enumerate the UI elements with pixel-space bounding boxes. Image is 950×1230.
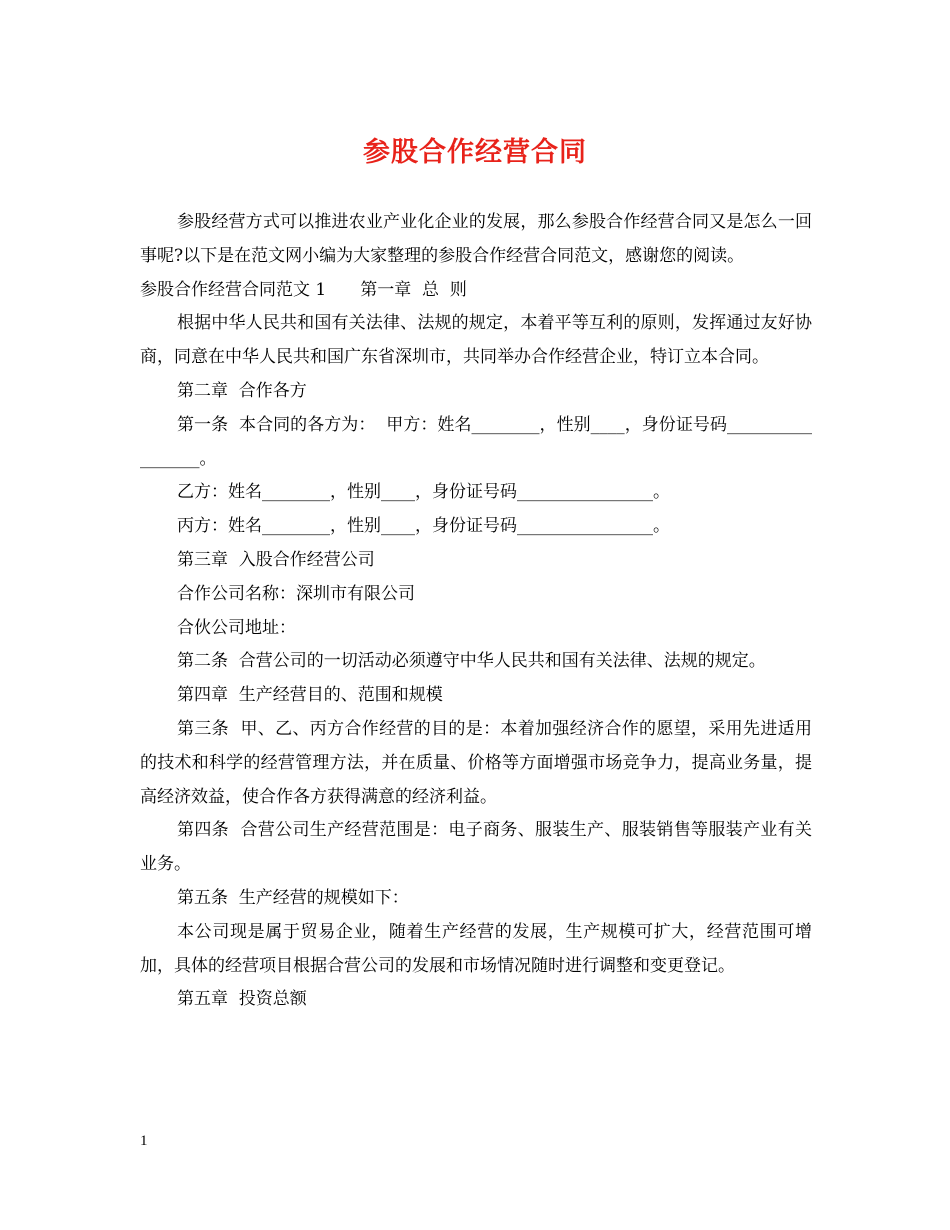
chapter-heading: 第四章 生产经营目的、范围和规模: [177, 685, 443, 706]
article-paragraph: 第五条 生产经营的规模如下：: [177, 887, 409, 908]
article-paragraph: 第一条 本合同的各方为： 甲方：姓名________，性别____，身份证号码_________________。: [140, 414, 812, 469]
article-paragraph: 第四条 合营公司生产经营范围是：电子商务、服装生产、服装销售等服装产业有关业务。: [140, 820, 812, 875]
party-b-line: 乙方：姓名________，性别____，身份证号码________________。: [177, 482, 670, 503]
company-address-line: 合伙公司地址：: [177, 617, 296, 638]
chapter-heading: 第三章 入股合作经营公司: [177, 549, 375, 570]
company-name-line: 合作公司名称：深圳市有限公司: [177, 583, 415, 604]
page-number: 1: [140, 1133, 148, 1149]
intro-paragraph: 参股经营方式可以推进农业产业化企业的发展，那么参股合作经营合同又是怎么一回事呢?以下是在范文网小编为大家整理的参股合作经营合同范文，感谢您的阅读。: [140, 212, 812, 266]
document-title: 参股合作经营合同: [363, 137, 587, 168]
chapter-heading: 第五章 投资总额: [177, 989, 307, 1010]
sample-heading: 参股合作经营合同范文 1 第一章 总 则: [140, 279, 467, 300]
document-body: [140, 206, 812, 1017]
body-paragraph: 本公司现是属于贸易企业，随着生产经营的发展，生产规模可扩大，经营范围可增加，具体的经营项目根据合营公司的发展和市场情况随时进行调整和变更登记。: [140, 921, 812, 976]
general-provisions-paragraph: 根据中华人民共和国有关法律、法规的规定，本着平等互利的原则，发挥通过友好协商，同意在中华人民共和国广东省深圳市，共同举办合作经营企业，特订立本合同。: [140, 313, 812, 368]
party-c-line: 丙方：姓名________，性别____，身份证号码________________。: [177, 516, 670, 537]
chapter-heading: 第二章 合作各方: [177, 380, 307, 401]
article-paragraph: 第二条 合营公司的一切活动必须遵守中华人民共和国有关法律、法规的规定。: [177, 651, 766, 672]
article-paragraph: 第三条 甲、乙、丙方合作经营的目的是：本着加强经济合作的愿望，采用先进适用的技术和科学的经营管理方法，并在质量、价格等方面增强市场竞争力，提高业务量，提高经济效益，使合作各方获得满意的经济利益。: [140, 718, 812, 807]
